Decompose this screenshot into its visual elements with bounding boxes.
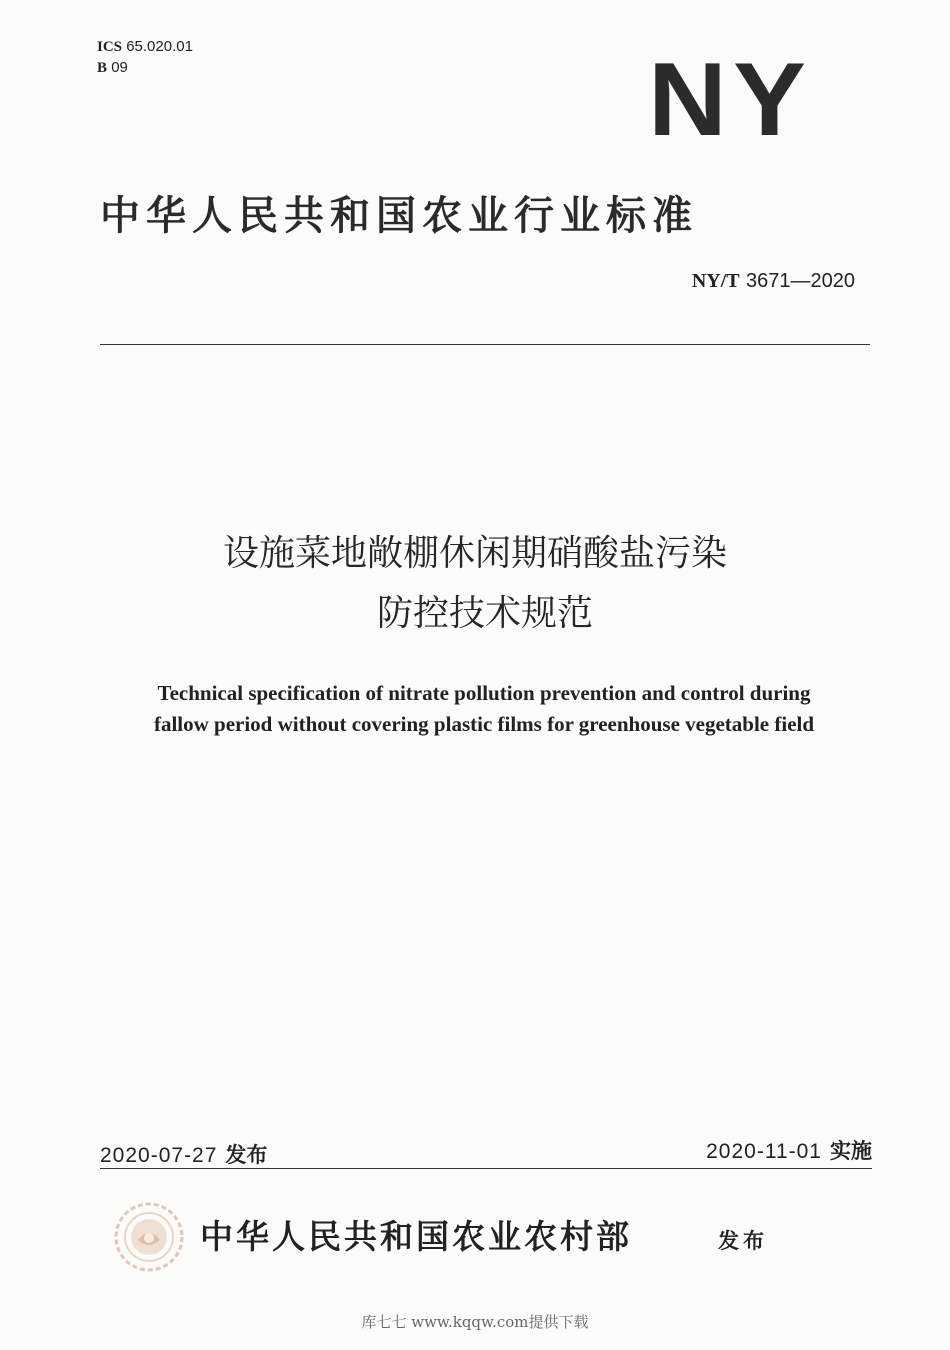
ics-value: 65.020.01 [126,38,193,55]
ccs-label: B [97,60,108,76]
standard-category-title: 中华人民共和国农业行业标准 [100,193,698,239]
ny-logo: NY [648,42,813,158]
issuer-action: 发布 [718,1229,768,1253]
ccs-code [97,59,128,77]
en-title-line-1: Technical specification of nitrate pollution prevention and control during [157,681,811,705]
implement-label: 实施 [830,1139,872,1163]
ics-label: ICS [97,39,123,55]
standard-number [692,268,855,293]
cn-title-line-1: 设施菜地敞棚休闲期硝酸盐污染 [222,533,727,574]
cn-title-line-2: 防控技术规范 [376,593,593,634]
ics-code [97,38,193,56]
ministry-emblem-icon [112,1200,186,1274]
ccs-value: 09 [111,59,128,76]
footer-divider [100,1168,872,1169]
issue-date-row [100,1142,267,1169]
implement-date: 2020-11-01 [706,1140,822,1163]
issuer-name: 中华人民共和国农业农村部 [200,1217,632,1256]
issue-label: 发布 [225,1143,268,1167]
download-note: 库七七 www.kqqw.com提供下载 [361,1313,589,1331]
standard-number-code: 3671—2020 [746,270,855,292]
en-title-line-2: fallow period without covering plastic films for greenhouse vegetable field [153,712,815,736]
header-divider [100,344,870,345]
implement-date-row [706,1138,872,1165]
issue-date: 2020-07-27 [100,1144,218,1167]
standard-number-prefix: NY/T [691,270,740,292]
